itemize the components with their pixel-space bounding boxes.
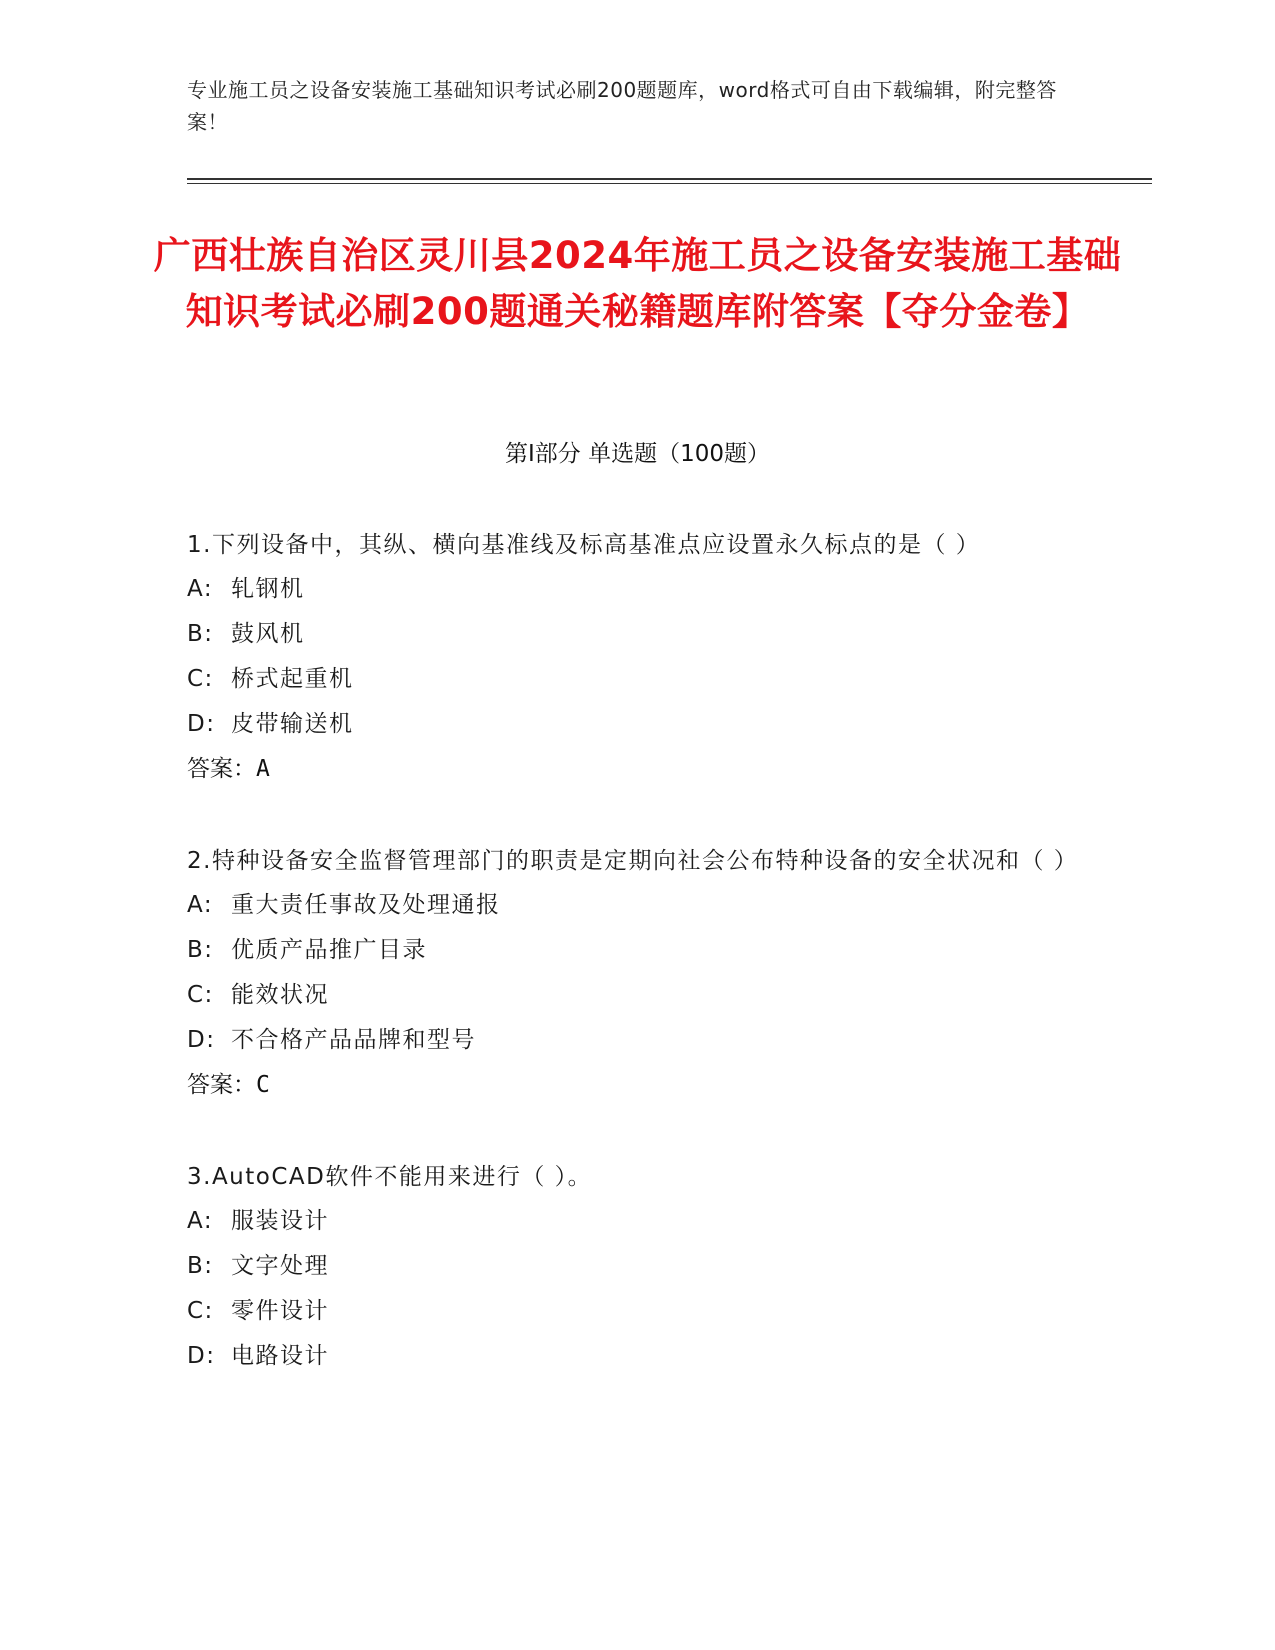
option-letter: C:	[187, 1298, 214, 1324]
option-a	[187, 883, 1067, 928]
option-text: 服装设计	[231, 1208, 329, 1234]
option-b	[187, 928, 1067, 973]
option-text: 重大责任事故及处理通报	[231, 892, 501, 918]
header-divider-thin	[187, 183, 1152, 184]
option-a	[187, 1199, 1067, 1244]
header-note: 专业施工员之设备安装施工基础知识考试必刷200题题库，word格式可自由下载编辑，附完整答案！	[187, 78, 1057, 134]
answer-value: C	[256, 1072, 270, 1098]
option-d	[187, 1334, 1067, 1379]
question-2	[187, 839, 1079, 1108]
option-text: 优质产品推广目录	[231, 937, 427, 963]
option-d	[187, 702, 1067, 747]
option-text: 电路设计	[231, 1343, 329, 1369]
question-1	[187, 523, 1067, 792]
option-c	[187, 1289, 1067, 1334]
option-text: 文字处理	[231, 1253, 329, 1279]
question-3	[187, 1155, 1067, 1379]
option-b	[187, 612, 1067, 657]
answer-value: A	[256, 756, 270, 782]
option-letter: A:	[187, 892, 214, 918]
option-letter: A:	[187, 1208, 214, 1234]
option-letter: A:	[187, 576, 214, 602]
option-text: 不合格产品品牌和型号	[231, 1027, 476, 1053]
answer-label: 答案：	[187, 1072, 256, 1098]
header-divider-thick	[187, 178, 1152, 180]
answer-line	[187, 747, 1067, 792]
option-letter: B:	[187, 1253, 214, 1279]
option-text: 皮带输送机	[231, 711, 354, 737]
option-b	[187, 1244, 1067, 1289]
option-letter: D:	[187, 1343, 216, 1369]
option-a	[187, 567, 1067, 612]
option-c	[187, 657, 1067, 702]
option-letter: B:	[187, 621, 214, 647]
option-d	[187, 1018, 1067, 1063]
option-letter: C:	[187, 982, 214, 1008]
option-letter: D:	[187, 1027, 216, 1053]
option-c	[187, 973, 1067, 1018]
option-text: 鼓风机	[231, 621, 305, 647]
question-list	[187, 523, 1079, 1426]
option-text: 零件设计	[231, 1298, 329, 1324]
option-letter: B:	[187, 937, 214, 963]
answer-line	[187, 1063, 1067, 1108]
option-letter: C:	[187, 666, 214, 692]
document-title: 广西壮族自治区灵川县2024年施工员之设备安装施工基础知识考试必刷200题通关秘籍题库附答案【夺分金卷】	[153, 234, 1122, 333]
option-letter: D:	[187, 711, 216, 737]
option-text: 能效状况	[231, 982, 329, 1008]
question-stem: 2.特种设备安全监督管理部门的职责是定期向社会公布特种设备的安全状况和（ ）	[187, 848, 1079, 874]
option-text: 桥式起重机	[231, 666, 354, 692]
question-stem: 1.下列设备中，其纵、横向基准线及标高基准点应设置永久标点的是（ ）	[187, 532, 981, 558]
option-text: 轧钢机	[231, 576, 305, 602]
answer-label: 答案：	[187, 756, 256, 782]
question-stem: 3.AutoCAD软件不能用来进行（ ）。	[187, 1164, 593, 1190]
section-heading: 第Ⅰ部分 单选题（100题）	[505, 441, 770, 467]
